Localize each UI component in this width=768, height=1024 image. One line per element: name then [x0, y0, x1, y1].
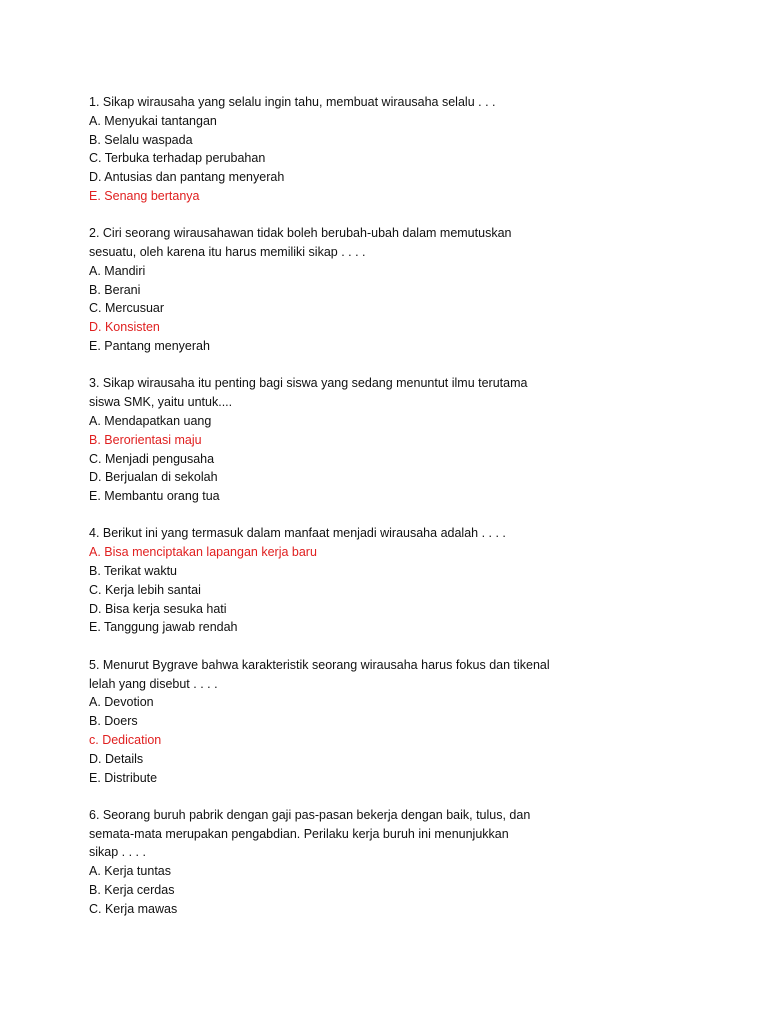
answer-option: E. Distribute [89, 770, 158, 785]
answer-option-correct: D. Konsisten [89, 320, 160, 335]
question-1 [89, 93, 569, 206]
question-text-line: semata-mata merupakan pengabdian. Perilaku kerja buruh ini menunjukkan [89, 826, 509, 841]
question-4 [89, 524, 569, 637]
question-text-line: 1. Sikap wirausaha yang selalu ingin tahu, membuat wirausaha selalu . . . [89, 95, 496, 109]
answer-option: B. Kerja cerdas [89, 882, 175, 897]
question-text-line: 6. Seorang buruh pabrik dengan gaji pas-pasan bekerja dengan baik, tulus, dan [89, 807, 531, 822]
question-stem [89, 806, 569, 862]
question-text-line: sesuatu, oleh karena itu harus memiliki sikap . . . . [89, 245, 366, 260]
answer-option: A. Mendapatkan uang [89, 413, 212, 428]
answer-option-correct: A. Bisa menciptakan lapangan kerja baru [89, 545, 317, 560]
quiz-content [89, 93, 569, 937]
answer-option: C. Mercusuar [89, 301, 165, 316]
answer-option: A. Devotion [89, 695, 154, 710]
answer-option: B. Berani [89, 282, 141, 297]
answer-option: D. Antusias dan pantang menyerah [89, 170, 285, 185]
question-text-line: lelah yang disebut . . . . [89, 676, 218, 691]
answer-option: C. Kerja lebih santai [89, 582, 201, 597]
question-stem [89, 374, 569, 412]
answer-option: B. Terikat waktu [89, 564, 178, 579]
question-text-line: 5. Menurut Bygrave bahwa karakteristik seorang wirausaha harus fokus dan tikenal [89, 657, 550, 672]
answer-option: A. Mandiri [89, 263, 146, 278]
question-text-line: siswa SMK, yaitu untuk.... [89, 395, 233, 410]
question-text-line: 2. Ciri seorang wirausahawan tidak boleh berubah-ubah dalam memutuskan [89, 226, 512, 241]
question-stem [89, 93, 569, 112]
answer-option: C. Menjadi pengusaha [89, 451, 215, 466]
answer-option: E. Membantu orang tua [89, 489, 220, 504]
answer-option: E. Pantang menyerah [89, 339, 210, 354]
question-2 [89, 224, 569, 356]
answer-option: B. Doers [89, 714, 138, 729]
answer-option: D. Bisa kerja sesuka hati [89, 601, 227, 616]
answer-option: A. Menyukai tantangan [89, 113, 217, 128]
answer-option: C. Kerja mawas [89, 901, 178, 916]
answer-option: C. Terbuka terhadap perubahan [89, 151, 266, 166]
answer-option-correct: B. Berorientasi maju [89, 432, 202, 447]
answer-option-correct: E. Senang bertanya [89, 188, 200, 203]
question-5 [89, 656, 569, 788]
question-stem [89, 524, 569, 543]
answer-option: D. Berjualan di sekolah [89, 470, 218, 485]
question-6 [89, 806, 569, 919]
answer-option: E. Tanggung jawab rendah [89, 620, 238, 635]
answer-option: A. Kerja tuntas [89, 864, 171, 879]
question-stem [89, 656, 569, 694]
question-text-line: 4. Berikut ini yang termasuk dalam manfaat menjadi wirausaha adalah . . . . [89, 526, 506, 541]
question-text-line: 3. Sikap wirausaha itu penting bagi siswa yang sedang menuntut ilmu terutama [89, 376, 528, 391]
answer-option: B. Selalu waspada [89, 132, 193, 147]
question-stem [89, 224, 569, 262]
answer-option-correct: c. Dedication [89, 732, 162, 747]
answer-option: D. Details [89, 751, 144, 766]
question-text-line: sikap . . . . [89, 845, 146, 860]
question-3 [89, 374, 569, 506]
